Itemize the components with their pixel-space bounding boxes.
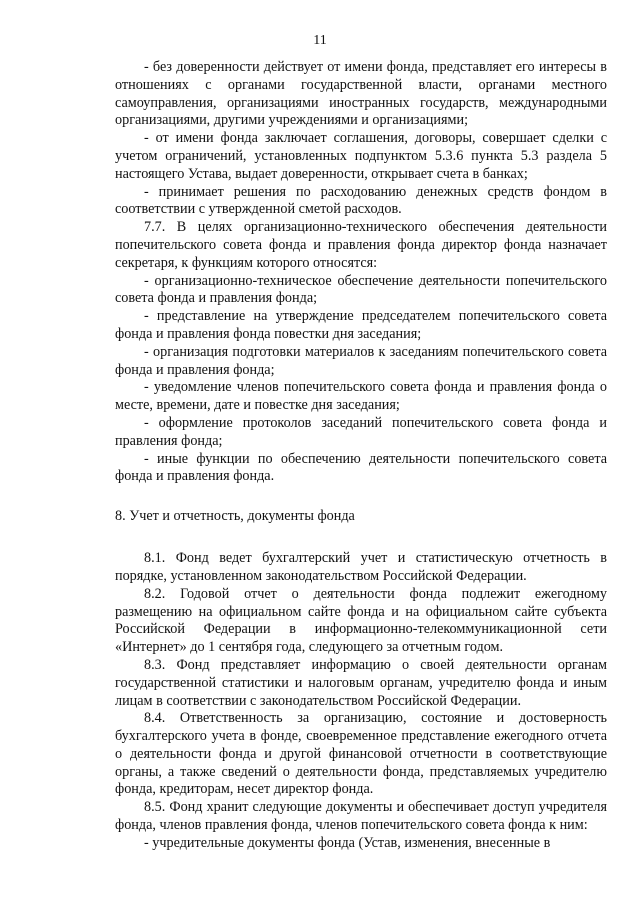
paragraph: - иные функции по обеспечению деятельности попечительского совета фонда и правления фонда. (115, 450, 607, 485)
section-heading: 8. Учет и отчетность, документы фонда (115, 508, 355, 525)
page-content (115, 59, 607, 853)
paragraph: - без доверенности действует от имени фонда, представляет его интересы в отношениях с органами государственной власти, органами местного самоуправления, организациями иностранных государств, международными организациями, другими учреждениями и организациями; (115, 59, 607, 129)
paragraph: - уведомление членов попечительского совета фонда и правления фонда о месте, времени, дате и повестке дня заседания; (115, 379, 607, 414)
paragraph: 8.4. Ответственность за организацию, состояние и достоверность бухгалтерского учета в фонде, своевременное представление ежегодного отчета о деятельности фонда и другой финансовой отчетности в соответствующие органы, а также сведений о деятельности фонда, представляемых учредителю фонда, кредиторам, несет директор фонда. (115, 710, 607, 798)
paragraph: 7.7. В целях организационно-технического обеспечения деятельности попечительского совета фонда и правления фонда директор фонда назначает секретаря, к функциям которого относятся: (115, 219, 607, 271)
paragraph: 8.3. Фонд представляет информацию о своей деятельности органам государственной статистики и налоговым органам, учредителю фонда и иным лицам в соответствии с законодательством Российской Федерации. (115, 656, 607, 709)
paragraph: - организация подготовки материалов к заседаниям попечительского совета фонда и правления фонда; (115, 343, 607, 378)
paragraph: - принимает решения по расходованию денежных средств фондом в соответствии с утвержденной сметой расходов. (115, 183, 607, 218)
page-number: 11 (313, 33, 327, 48)
paragraph: - оформление протоколов заседаний попечительского совета фонда и правления фонда; (115, 414, 607, 449)
paragraph: - организационно-техническое обеспечение деятельности попечительского совета фонда и правления фонда; (115, 272, 607, 307)
paragraph: - представление на утверждение председателем попечительского совета фонда и правления фонда повестки дня заседания; (115, 308, 607, 342)
paragraph: 8.5. Фонд хранит следующие документы и обеспечивает доступ учредителя фонда, членов правления фонда, членов попечительского совета фонда к ним: (115, 799, 607, 834)
paragraph: - учредительные документы фонда (Устав, изменения, внесенные в (144, 834, 551, 851)
paragraph: 8.1. Фонд ведет бухгалтерский учет и статистическую отчетность в порядке, установленном законодательством Российской Федерации. (115, 550, 607, 584)
paragraph: - от имени фонда заключает соглашения, договоры, совершает сделки с учетом ограничений, установленных подпунктом 5.3.6 пункта 5.3 раздела 5 настоящего Устава, выдает доверенности, открывает счета в банках; (115, 130, 607, 182)
paragraph: 8.2. Годовой отчет о деятельности фонда подлежит ежегодному размещению на официальном сайте фонда и на официальном сайте субъекта Российской Федерации в информационно-телекоммуникационной сети «Интернет» до 1 сентября года, следующего за отчетным годом. (115, 585, 607, 656)
